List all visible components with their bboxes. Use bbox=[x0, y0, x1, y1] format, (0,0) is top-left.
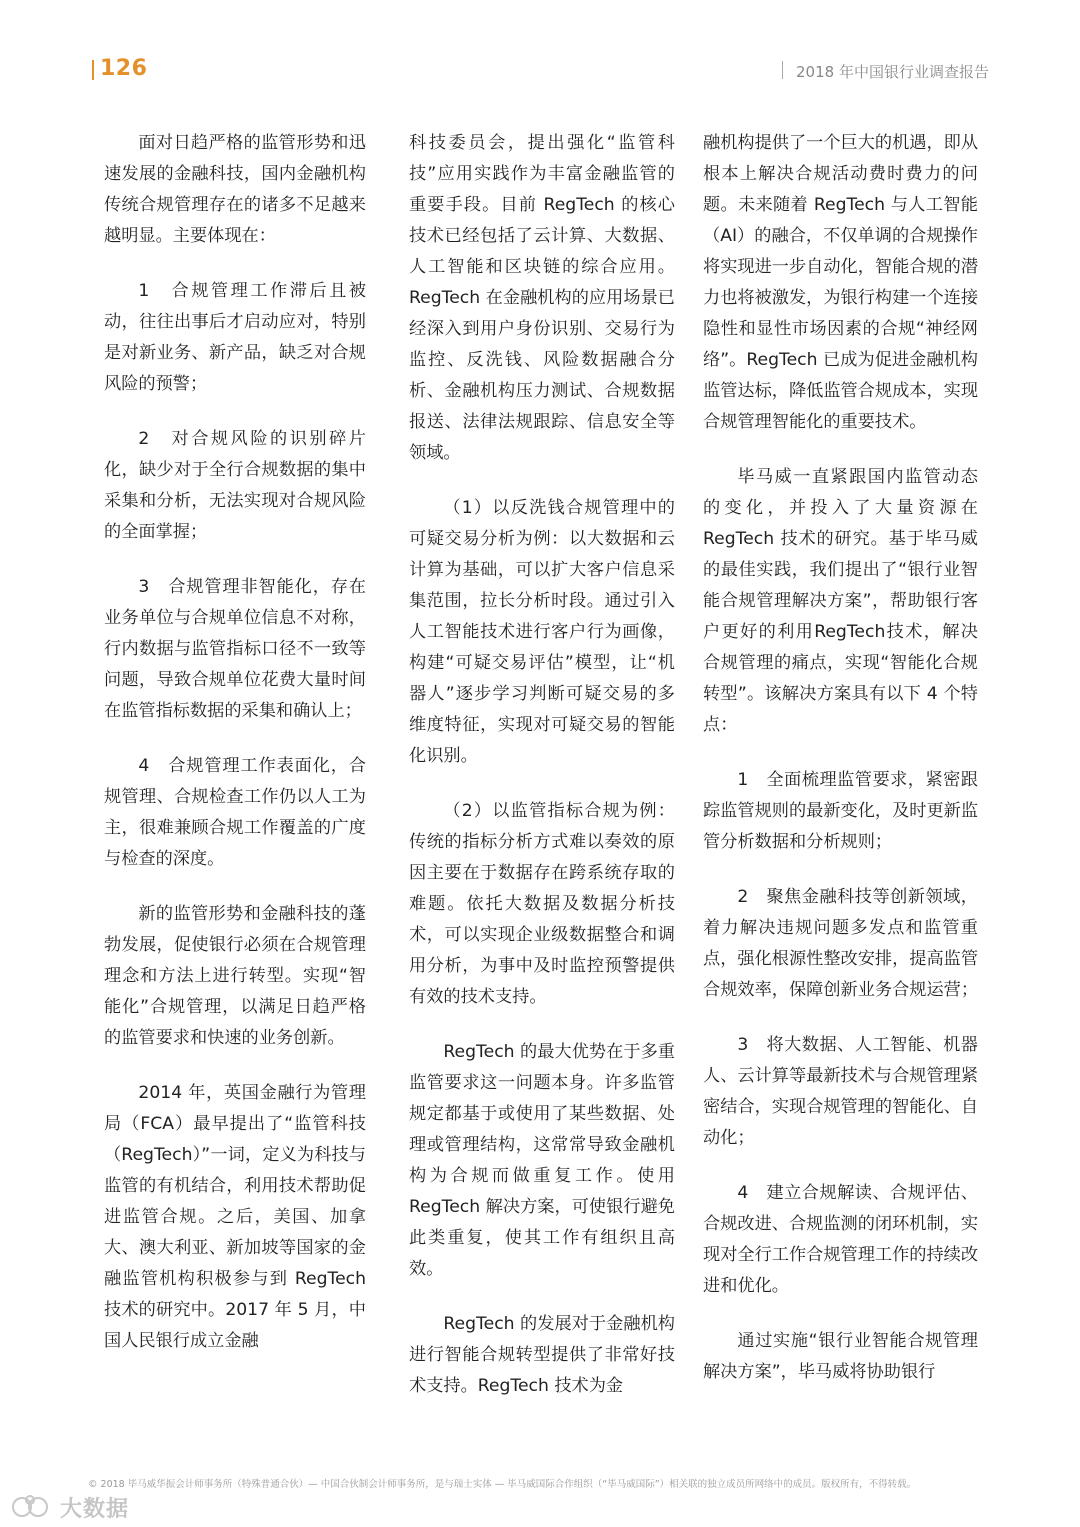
paragraph: 3 合规管理非智能化，存在业务单位与合规单位信息不对称，行内数据与监管指标口径不一致等问题，导致合规单位花费大量时间在监管指标数据的采集和确认上； bbox=[104, 577, 366, 721]
text-column-1 bbox=[104, 128, 366, 1381]
text-column-2 bbox=[409, 128, 675, 1426]
copyright-footer: © 2018 毕马威华振会计师事务所（特殊普通合伙）— 中国合伙制会计师事务所，是与瑞士实体 — 毕马威国际合作组织（“毕马威国际”）相关联的独立成员所网络中的成员。版权所有，不得转载。 bbox=[88, 1479, 917, 1490]
paragraph: RegTech 的最大优势在于多重监管要求这一问题本身。许多监管规定都基于或使用了某些数据、处理或管理结构，这常常导致金融机构为合规而做重复工作。使用 RegTech 解决方案，可使银行避免此类重复，使其工作有组织且高效。 bbox=[409, 1042, 675, 1279]
text-column-3 bbox=[703, 128, 978, 1412]
paragraph: 科技委员会，提出强化“监管科技”应用实践作为丰富金融监管的重要手段。目前 RegTech 的核心技术已经包括了云计算、大数据、人工智能和区块链的综合应用。RegTech 在金融机构的应用场景已经深入到用户身份识别、交易行为监控、反洗钱、风险数据融合分析、金融机构压力测试、合规数据报送、法律法规跟踪、信息安全等领域。 bbox=[409, 133, 675, 463]
paragraph: RegTech 的发展对于金融机构进行智能合规转型提供了非常好技术支持。RegTech 技术为金 bbox=[409, 1314, 675, 1396]
paragraph: 2014 年，英国金融行为管理局（FCA）最早提出了“监管科技（RegTech）”一词，定义为科技与监管的有机结合，利用技术帮助促进监管合规。之后，美国、加拿大、澳大利亚、新加坡等国家的金融监管机构积极参与到 RegTech 技术的研究中。2017 年 5 月，中国人民银行成立金融 bbox=[104, 1083, 366, 1351]
header-divider bbox=[782, 61, 783, 79]
page-header bbox=[0, 52, 1080, 88]
paragraph: 毕马威一直紧跟国内监管动态的变化，并投入了大量资源在 RegTech 技术的研究。基于毕马威的最佳实践，我们提出了“银行业智能合规管理解决方案”，帮助银行客户更好的利用RegTech技术，解决合规管理的痛点，实现“智能化合规转型”。该解决方案具有以下 4 个特点： bbox=[703, 467, 978, 735]
paragraph: （2）以监管指标合规为例：传统的指标分析方式难以奏效的原因主要在于数据存在跨系统存取的难题。依托大数据及数据分析技术，可以实现企业级数据整合和调用分析，为事中及时监控预警提供有效的技术支持。 bbox=[409, 801, 675, 1007]
page-number-accent-bar bbox=[92, 60, 94, 80]
watermark-logo-icon bbox=[8, 1492, 54, 1522]
paragraph: 融机构提供了一个巨大的机遇，即从根本上解决合规活动费时费力的问题。未来随着 RegTech 与人工智能（AI）的融合，不仅单调的合规操作将实现进一步自动化，智能合规的潜力也将被激发，为银行构建一个连接隐性和显性市场因素的合规“神经网络”。RegTech 已成为促进金融机构监管达标，降低监管合规成本，实现合规管理智能化的重要技术。 bbox=[703, 133, 979, 432]
paragraph: 4 建立合规解读、合规评估、合规改进、合规监测的闭环机制，实现对全行工作合规管理工作的持续改进和优化。 bbox=[703, 1183, 979, 1296]
paragraph: 2 聚焦金融科技等创新领域，着力解决违规问题多发点和监管重点，强化根源性整改安排，提高监管合规效率，保障创新业务合规运营； bbox=[703, 887, 979, 1000]
paragraph: （1）以反洗钱合规管理中的可疑交易分析为例：以大数据和云计算为基础，可以扩大客户信息采集范围，拉长分析时段。通过引入人工智能技术进行客户行为画像，构建“可疑交易评估”模型，让“机器人”逐步学习判断可疑交易的多维度特征，实现对可疑交易的智能化识别。 bbox=[409, 498, 675, 766]
watermark bbox=[8, 1492, 178, 1522]
report-title: 2018 年中国银行业调查报告 bbox=[796, 63, 989, 81]
page-number: 126 bbox=[100, 56, 148, 81]
paragraph: 1 全面梳理监管要求，紧密跟踪监管规则的最新变化，及时更新监管分析数据和分析规则； bbox=[703, 770, 979, 852]
paragraph: 面对日趋严格的监管形势和迅速发展的金融科技，国内金融机构传统合规管理存在的诸多不足越来越明显。主要体现在： bbox=[104, 133, 366, 246]
paragraph: 4 合规管理工作表面化，合规管理、合规检查工作仍以人工为主，很难兼顾合规工作覆盖的广度与检查的深度。 bbox=[104, 756, 366, 869]
paragraph: 2 对合规风险的识别碎片化，缺少对于全行合规数据的集中采集和分析，无法实现对合规风险的全面掌握； bbox=[104, 429, 366, 542]
paragraph: 3 将大数据、人工智能、机器人、云计算等最新技术与合规管理紧密结合，实现合规管理的智能化、自动化； bbox=[703, 1035, 979, 1148]
watermark-text: 大数据 bbox=[60, 1497, 130, 1522]
paragraph: 通过实施“银行业智能合规管理解决方案”，毕马威将协助银行 bbox=[703, 1331, 978, 1382]
paragraph: 新的监管形势和金融科技的蓬勃发展，促使银行必须在合规管理理念和方法上进行转型。实现“智能化”合规管理，以满足日趋严格的监管要求和快速的业务创新。 bbox=[104, 904, 366, 1048]
paragraph: 1 合规管理工作滞后且被动，往往出事后才启动应对，特别是对新业务、新产品，缺乏对合规风险的预警； bbox=[104, 281, 366, 394]
